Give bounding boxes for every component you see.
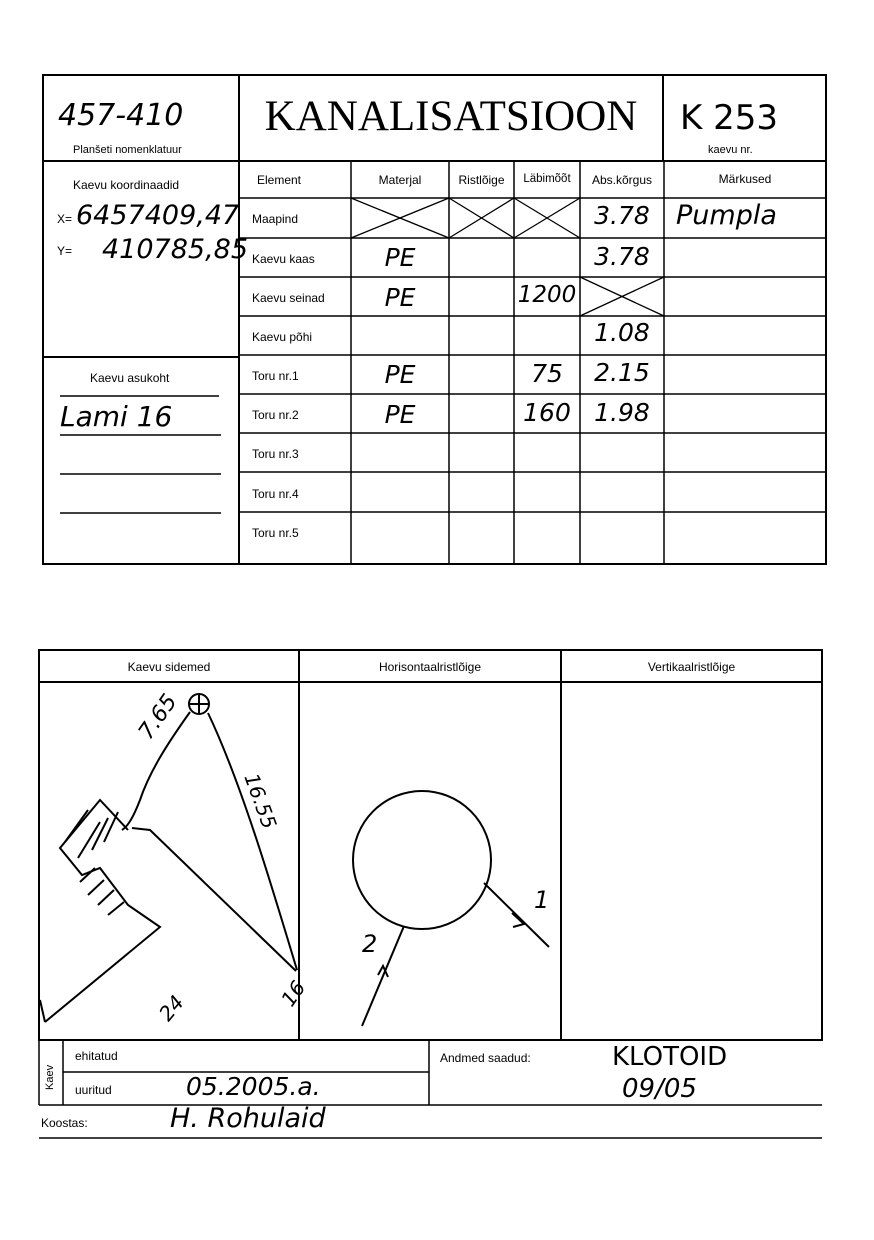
x-prefix: X= — [57, 212, 73, 226]
sidemed-sketch — [40, 694, 297, 1022]
row-element-name: Kaevu seinad — [252, 291, 325, 305]
diameter-toru-2: 160 — [523, 398, 571, 427]
row-element-name: Kaevu põhi — [252, 330, 313, 344]
abs-height-kaevu-pohi: 1.08 — [594, 318, 650, 347]
material-toru-1: PE — [384, 360, 416, 389]
compiled-value: H. Rohulaid — [170, 1103, 326, 1134]
pipe-2-label: 2 — [362, 930, 378, 958]
col-header-sidemed: Kaevu sidemed — [127, 660, 211, 674]
horizontal-section-sketch — [353, 791, 549, 1026]
y-coordinate-value: 410785,85 — [102, 234, 249, 265]
notes-maapind: Pumpla — [676, 200, 777, 231]
sidemed-distance-4: 16 — [276, 976, 311, 1011]
data-received-value: KLOTOID — [612, 1042, 728, 1072]
data-received-date: 09/05 — [622, 1074, 697, 1104]
col-header-cross-section: Ristlõige — [458, 173, 505, 187]
location-value: Lami 16 — [60, 400, 173, 433]
surveyed-value: 05.2005.a. — [186, 1072, 321, 1101]
sidemed-distance-1: 7.65 — [134, 689, 183, 745]
abs-height-kaevu-kaas: 3.78 — [594, 242, 650, 271]
surveyed-label: uuritud — [75, 1083, 112, 1097]
material-toru-2: PE — [384, 400, 416, 429]
well-number-value: K 253 — [680, 98, 778, 138]
y-prefix: Y= — [57, 244, 73, 258]
form-title: KANALISATSIOON — [264, 93, 638, 140]
footer-side-label: Kaev — [44, 1064, 56, 1090]
row-element-name: Toru nr.1 — [252, 369, 299, 383]
sidemed-distance-3: 24 — [154, 990, 189, 1026]
compiled-label: Koostas: — [41, 1116, 88, 1130]
pipe-1-label: 1 — [534, 886, 550, 914]
row-element-name: Toru nr.5 — [252, 526, 299, 540]
diameter-kaevu-seinad: 1200 — [517, 282, 577, 308]
abs-height-maapind: 3.78 — [594, 201, 650, 230]
col-header-horizontal: Horisontaalristlõige — [378, 660, 482, 674]
x-coordinate-value: 6457409,47 — [76, 200, 240, 231]
coordinates-label: Kaevu koordinaadid — [73, 178, 180, 192]
abs-height-toru-2: 1.98 — [594, 398, 650, 427]
col-header-material: Materjal — [378, 173, 422, 187]
col-header-element: Element — [256, 173, 302, 187]
col-header-notes: Märkused — [718, 172, 772, 186]
col-header-abs-height: Abs.kõrgus — [591, 173, 653, 187]
row-element-name: Kaevu kaas — [252, 252, 315, 266]
row-element-name: Maapind — [252, 212, 299, 226]
sheet-nomenclature-value: 457-410 — [58, 98, 184, 133]
col-header-diameter: Läbimõõt — [523, 173, 571, 185]
built-label: ehitatud — [75, 1049, 118, 1063]
material-kaevu-seinad: PE — [384, 283, 416, 312]
row-element-name: Toru nr.3 — [252, 447, 299, 461]
location-label: Kaevu asukoht — [90, 371, 170, 385]
well-number-label: kaevu nr. — [708, 144, 753, 156]
sidemed-distance-2: 16.55 — [239, 770, 282, 833]
row-element-name: Toru nr.2 — [252, 408, 299, 422]
col-header-vertical: Vertikaalristlõige — [647, 660, 736, 674]
diameter-toru-1: 75 — [531, 359, 563, 388]
row-element-name: Toru nr.4 — [252, 487, 299, 501]
data-received-label: Andmed saadud: — [440, 1051, 531, 1065]
sheet-nomenclature-label: Planšeti nomenklatuur — [73, 144, 182, 156]
abs-height-toru-1: 2.15 — [594, 358, 650, 387]
material-kaevu-kaas: PE — [384, 243, 416, 272]
